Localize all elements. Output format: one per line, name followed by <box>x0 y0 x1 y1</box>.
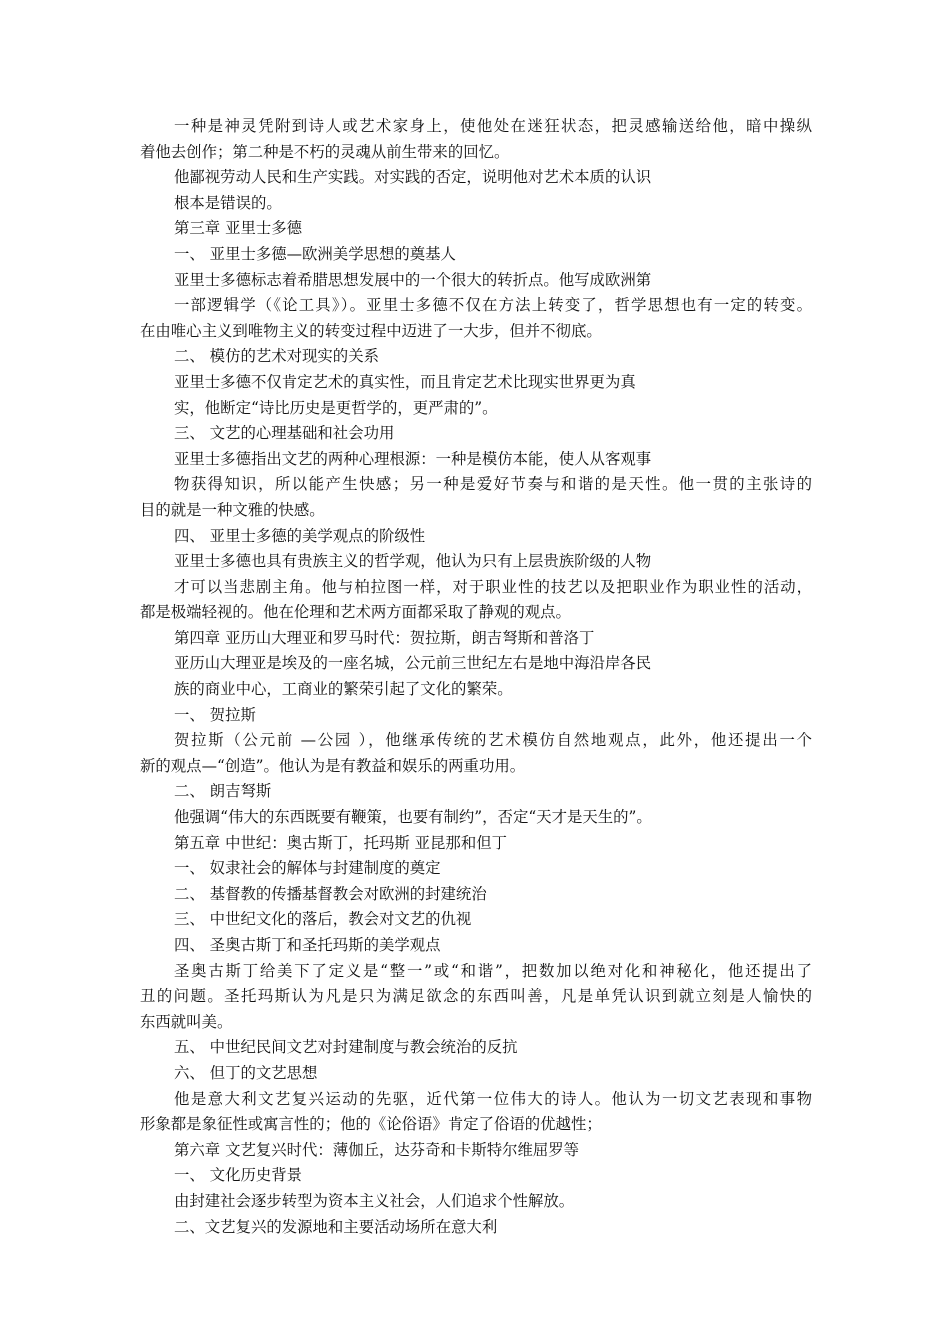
text-line: 二、 基督教的传播基督教会对欧洲的封建统治 <box>174 884 487 903</box>
text-line: 亚里士多德也具有贵族主义的哲学观，他认为只有上层贵族阶级的人物 <box>174 552 652 571</box>
text-line: 三、 中世纪文化的落后，教会对文艺的仇视 <box>174 910 472 929</box>
text-line: 他强调“伟大的东西既要有鞭策，也要有制约”，否定“天才是天生的”。 <box>174 808 652 827</box>
text-line: 在由唯心主义到唯物主义的转变过程中迈进了一大步，但并不彻底。 <box>140 321 602 340</box>
text-line: 物获得知识，所以能产生快感；另一种是爱好节奏与和谐的是天性。他一贯的主张诗的 <box>174 475 812 494</box>
text-line: 族的商业中心，工商业的繁荣引起了文化的繁荣。 <box>174 680 513 699</box>
text-line: 三、 文艺的心理基础和社会功用 <box>174 424 395 443</box>
text-line: 二、 模仿的艺术对现实的关系 <box>174 347 379 366</box>
text-line: 二、 朗吉弩斯 <box>174 782 272 801</box>
text-line: 由封建社会逐步转型为资本主义社会，人们追求个性解放。 <box>174 1191 575 1210</box>
text-line: 亚历山大理亚是埃及的一座名城，公元前三世纪左右是地中海沿岸各民 <box>174 654 652 673</box>
text-line: 东西就叫美。 <box>140 1012 233 1031</box>
text-line: 五、 中世纪民间文艺对封建制度与教会统治的反抗 <box>174 1038 518 1057</box>
text-line: 亚里士多德不仅肯定艺术的真实性，而且肯定艺术比现实世界更为真 <box>174 372 636 391</box>
text-line: 他是意大利文艺复兴运动的先驱，近代第一位伟大的诗人。他认为一切文艺表现和事物 <box>174 1089 812 1108</box>
text-line: 着他去创作；第二种是不朽的灵魂从前生带来的回忆。 <box>140 142 510 161</box>
text-line: 形象都是象征性或寓言性的；他的《论俗语》肯定了俗语的优越性； <box>140 1115 602 1134</box>
text-line: 一部逻辑学（《论工具》）。亚里士多德不仅在方法上转变了，哲学思想也有一定的转变。 <box>174 296 812 315</box>
text-line: 二、文艺复兴的发源地和主要活动场所在意大利 <box>174 1217 498 1236</box>
text-line: 实，他断定“诗比历史是更哲学的，更严肃的”。 <box>174 398 498 417</box>
text-line: 第六章 文艺复兴时代：薄伽丘，达芬奇和卡斯特尔维屈罗等 <box>174 1140 580 1159</box>
text-line: 根本是错误的。 <box>174 193 282 212</box>
text-line: 圣奥古斯丁给美下了定义是“整一”或“和谐”，把数加以绝对化和神秘化，他还提出了 <box>174 961 812 980</box>
document-page <box>140 114 812 1240</box>
text-line: 第五章 中世纪：奥古斯丁，托玛斯 亚昆那和但丁 <box>174 833 507 852</box>
text-line: 一、 亚里士多德—欧洲美学思想的奠基人 <box>174 244 456 263</box>
text-line: 亚里士多德标志着希腊思想发展中的一个很大的转折点。他写成欧洲第 <box>174 270 652 289</box>
text-line: 丑的问题。圣托玛斯认为凡是只为满足欲念的东西叫善，凡是单凭认识到就立刻是人愉快的 <box>140 987 812 1006</box>
text-line: 一、 奴隶社会的解体与封建制度的奠定 <box>174 859 441 878</box>
text-line: 目的就是一种文雅的快感。 <box>140 500 325 519</box>
text-line: 他鄙视劳动人民和生产实践。对实践的否定，说明他对艺术本质的认识 <box>174 168 652 187</box>
text-line: 第四章 亚历山大理亚和罗马时代：贺拉斯，朗吉弩斯和普洛丁 <box>174 628 595 647</box>
text-line: 第三章 亚里士多德 <box>174 219 303 238</box>
text-line: 一种是神灵凭附到诗人或艺术家身上，使他处在迷狂状态，把灵感输送给他，暗中操纵 <box>174 117 812 135</box>
text-line: 贺拉斯（公元前 —公园 ），他继承传统的艺术模仿自然地观点，此外，他还提出一个 <box>174 731 812 750</box>
text-line: 亚里士多德指出文艺的两种心理根源：一种是模仿本能，使人从客观事 <box>174 449 652 468</box>
text-line: 新的观点—“创造”。他认为是有教益和娱乐的两重功用。 <box>140 756 526 775</box>
text-line: 都是极端轻视的。他在伦理和艺术两方面都采取了静观的观点。 <box>140 603 571 622</box>
text-line: 才可以当悲剧主角。他与柏拉图一样，对于职业性的技艺以及把职业作为职业性的活动， <box>174 577 812 596</box>
text-line: 一、 贺拉斯 <box>174 705 256 724</box>
text-line: 六、 但丁的文艺思想 <box>174 1063 318 1082</box>
text-line: 四、 圣奥古斯丁和圣托玛斯的美学观点 <box>174 936 441 954</box>
text-line: 四、 亚里士多德的美学观点的阶级性 <box>174 526 426 545</box>
text-line: 一、 文化历史背景 <box>174 1166 303 1185</box>
